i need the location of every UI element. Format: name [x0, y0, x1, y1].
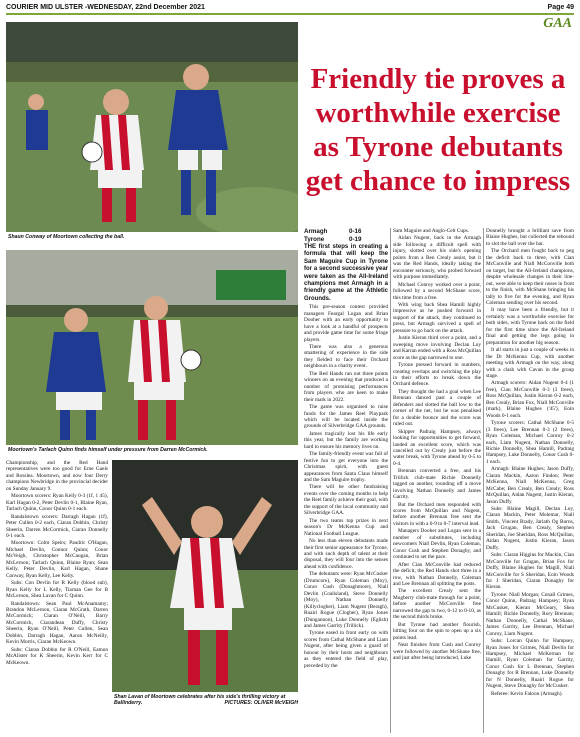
- article-paragraph: No less than eleven debutants made their first senior appearance for Tyrone, and with such depth of talent at their disposal, they will four into the senses ahead with confidence.: [304, 538, 388, 570]
- photo-conway: [6, 22, 298, 232]
- header-rule: [6, 13, 574, 15]
- article-paragraph: But the Orchard men responded with scores from McQuillan and Nugent, before another Brennan free sent the visitors in with a 0-9 to 0-7 interval lead.: [393, 501, 481, 527]
- photo-caption-3-text: Shan Lavan of Moortown celebrates after his side's thrilling victory at Ballinderry.: [114, 694, 286, 707]
- article-paragraph: Tyrone: Niall Morgan; Conall Grimes, Conor Quinn, Padraig Hampsey; Ryan McCusker, Kieran McGeary, Shea Hamill; Richie Donnelly, Rory Brennan; Nathan Donnelly, Cathal McShane, James Garrity, Lee Brennan, Michael Conroy, Liam Nugent.: [486, 591, 574, 637]
- article-paragraph: The Orchard men fought back to peg the deficit back to three, with Cian McConville and Niall McConville both on target, but the All-Ireland champions, despite wholesale changes in their line-out, were able to keep their noses in front to the finish, with McShane bringing his tally to five for the evening, and Ryan Coleman sending over his second.: [486, 248, 574, 306]
- article-paragraph: But Tyrone had another flourish, hitting four on the spin to open up a six points lead.: [393, 621, 481, 641]
- article-paragraph: Subs: Lorcan Quinn for Hampsey, Ryan Jones for Grimes, Niall Devlin for Hampsey, Michael McKernan for Hamill, Ryan Coleman for Garrity, Conor Cush for L Brennan, Stephen Donaghy for R Brennan, Luke Donnelly for N Donnelly, Ruairi Rogue for Nugent, Steve Donaghy for McCusker.: [486, 638, 574, 690]
- photo-lavan: [112, 460, 298, 692]
- article-paragraph: Brennan converted a free, and his Trillick club-mate Richie Donnelly tagged on another, rounding off a move involving Nathan Donnelly and James Garrity.: [393, 468, 481, 501]
- article-column-right-1: [393, 228, 481, 733]
- column-divider: [390, 228, 391, 733]
- headline: Friendly tie proves a worthwhile exercise as Tyrone debutants get chance to impress: [305, 63, 571, 197]
- article-paragraph: Championship, and the Red Hand representatives were too good for Erne Gaels and Rosslea. Moortown, and now four Derry champions Newbridge in the provincial decider on Sunday January 9.: [6, 460, 108, 492]
- column-divider: [483, 228, 484, 733]
- photo-caption-2: Moortown's Tarlach Quinn finds himself under pressure from Darren McCormick.: [8, 447, 208, 453]
- page-number: Page 49: [547, 4, 574, 11]
- article-paragraph: Moortown: Colm Speirs; Paudric O'Hagan, Michael Devlin, Connor Quinn; Conor McVeigh, Christopher McCaugan, Brian McLernon; Tarlach Quinn, Blaine Ryan; Sean Kelly, Peter Devlin, Karl Hagan, Shane Conway, Ryan Kelly, Lee Kelly.: [6, 540, 108, 579]
- article-paragraph: The debutants were: Ryan McCusker (Drumcore), Ryan Coleman (Moy), Conor Cush (Donaghmore), Niall Devlin (Coalisland), Steve Donnelly (Moy), Nathan Donnelly (Killyclogher), Liam Nugent (Beragh), Ruairi Rogue (Clogher), Ryan Jones (Dungannon), Luke Donnelly (Eglish) and James Garrity (Trillick).: [304, 571, 388, 629]
- article-paragraph: The two teams top prizes in next season's Dr McKenna Cup and National Football League.: [304, 517, 388, 537]
- article-paragraph: Neat finishes from Cush and Conroy were followed by another McShane free, and just after being introduced, Luke: [393, 642, 481, 661]
- article-paragraph: Randalstown: Sean Paul McAnamamy; Brandon McLernon, Ciaran McGrath, Darren McCormick; Ciaran O'Neill, Barry McCormick, Ciarandean Duffy, Christy Sheerin, Ryan O'Neill, Peter Cullen, Sean Dobbin, Darragh Hagan, Aaron McNeilly, Kevin Morris, Ciaran McKeown.: [6, 600, 108, 646]
- photo-quinn: [6, 250, 298, 445]
- article-paragraph: Referee: Kevin Faloon (Armagh).: [491, 690, 563, 697]
- article-paragraph: Randalstown scorers: Darragh Hagan (1f), Peter Cullen 0-2 each, Ciaran Dobbin, Christy Sheerin, Darren McCormick, Ciaran Donnelly 0-1 each.: [6, 513, 108, 539]
- article-paragraph: Subs: Ciaran Dobbin for R O'Neill, Eamon McAlister for K Sheerin, Kevin Kerr for C McKeown.: [6, 646, 108, 666]
- article-paragraph: Justin Kieran third over a point, and a sweeping move involving Declan Loy and Karran ended with a Ross McQuillan score as the gap narrowed to one.: [393, 335, 481, 361]
- article-paragraph: James tragically lost his life early this year, but the family are working hard to ensure his memory lives on.: [304, 430, 388, 450]
- article-paragraph: Subs: Ciaran Higgins for Mackin, Cian McConville for Grugan, Brian Fox for Duffy, Blaine Hughes for Magill, Niall McConville for S Sheridan, Eoin Woods for J Sheridan, Ciaran Donaghy for Kieran.: [486, 552, 574, 591]
- article-paragraph: After Cian McConville had reduced the deficit, the Red Hands shot three in a row, with Nathan Donnelly, Coleman and Lee Brennan all splitting the posts.: [393, 561, 481, 588]
- article-paragraph: It all starts in just a couple of weeks in the Dr McKenna Cup, with another meeting with Armagh on the way, along with a clash with Cavan in the group stage.: [486, 347, 574, 379]
- article-paragraph: The game was organised to raise funds for the James Reel Playpark which will be located inside the grounds of Silverbridge GAA grounds.: [304, 404, 388, 430]
- article-paragraph: Donnelly brought a brilliant save from Blaine Hughes, but collected the rebound to slot the ball over the bar.: [486, 228, 574, 247]
- article-column-left: [6, 460, 108, 732]
- article-column-mid: [304, 228, 388, 733]
- article-paragraph: Tyrone eased in front early on with scores from Cathal McShane and Liam Nugent, after being given a guard of honour by their hosts and neighbours as they entered the field of play, preceded by the: [304, 630, 388, 669]
- article-paragraph: Subs: Blaine Magill, Declan Loy, Ciaran Mackin, Peter Molemar, Niall Smith, Vincent Brady, Jarlath Og Burns, Jack Grugan, Ben Crealy, Stephen Sheridan, Joe Sheridan, Ross McQuillan, Aidan Nugent, Justin Kieran, Jason Duffy.: [486, 506, 574, 551]
- article-paragraph: The excellent Crealy sent the Mugberry club-mate through for a point, before another McConville free narrowed the gap to two, 0-12 to 0-10, as the second thirds broke.: [393, 588, 481, 621]
- photo-caption-3: [114, 694, 298, 706]
- article-paragraph: With wing back Shea Hamill highly impressive as he pushed forward in support of the attack, they continued to press, but Armagh survived a spell of pressure to go back on the attack.: [393, 301, 481, 334]
- scoreline: [304, 228, 388, 244]
- article-paragraph: Armagh: Blaine Hughes; Jason Duffy, Ciaran Mackin, Aaron Findon; Peter McKenna, Niall McKenna, Greg McCabe; Ben Crealy, Ben Crealy; Ross McQuillan, Aidan Nugent, Justin Kieran, Jason Duffy.: [486, 466, 574, 505]
- article-paragraph: Skipper Padraig Hampsey, always looking for opportunities to get forward, landed an excellent score, which was cancelled out by Crealy just before the water break, with Tyrone ahead by 0-5 to 0-4.: [393, 428, 481, 467]
- article-paragraph: The family-friendly event was full of festive fun to get everyone into the Christmas spirit, with guest appearances from Santa Claus himself and the Sam Maguire trophy.: [304, 451, 388, 484]
- article-paragraph: Tyrone scorers: Cathal McShane 0-5 (3 frees), Lee Brennan 0-3 (2 frees), Ryan Coleman, Michael Conroy 0-2 each, Liam Nugent, Nathan Donnelly, Richie Donnelly, Shea Hamill, Padraig Hampsey, Luke Donnelly, Conor Cush 0-1 each.: [486, 420, 574, 465]
- scoreline-row-2: Tyrone 0-19: [304, 236, 362, 243]
- photo-caption-1: Shaun Conway of Moortown collecting the ball.: [8, 234, 125, 240]
- article-paragraph: There will be other fundraising events over the coming months to help the Reel family achieve their goal, with the support of the local community and Silverbridge GAA.: [304, 484, 388, 517]
- article-paragraph: Aidan Nugent, back in the Armagh side following a difficult spell with injury, slotted over his side's opening points from a Ben Crealy assist, but it was the Red Hands, ideally taking the encounter seriously, who probed forward with purpose immediately.: [393, 235, 481, 281]
- article-paragraph: Moortown scorers: Ryan Kelly 0-3 (1f, 1 45), Karl Hagan 0-2, Peter Devlin 0-1, Blaine Ryan, Tarlach Quinn, Conor Quinn 0-1 each.: [6, 493, 108, 513]
- lead-paragraph: THE first steps in creating a formula that will keep the Sam Maguire Cup in Tyrone for a second successive year were taken as the All-Ireland champions met Armagh in a friendly game at the Athletic Grounds.: [304, 244, 388, 302]
- article-paragraph: Tyrone pressed forward in numbers, creating overlaps and switching the play in their efforts to break down the Orchard defence.: [393, 362, 481, 388]
- scoreline-row-1: Armagh 0-16: [304, 228, 362, 235]
- article-paragraph: Armagh scorers: Aidan Nugent 0-4 (1 free), Cian McConville 0-3 (3 frees), Ross McQuillan, Justin Kieran 0-2 each, Ben Crealy, Brian Fox, Niall McConville (mark), Blaine Hughes ('45'), Eoin Woods 0-1 each.: [486, 380, 574, 419]
- article-paragraph: They thought the had a goal when Lee Brennan danced past a couple of defenders and slotted the ball low to the corner of the net, but he was penalised for a double bounce and the score was ruled out.: [393, 388, 481, 428]
- article-paragraph: It may have been a friendly, but it certainly was a worthwhile exercise for both sides, with Tyrone back on the field for the first time since the All-Ireland final and getting the legs going in preparation for another big season.: [486, 307, 574, 346]
- article-paragraph: Michael Conroy worked over a point, followed by a second McShane score, this time from a free.: [393, 281, 481, 301]
- article-paragraph: The Red Hands ran out three points winners on an evening that produced a number of promising performances from players who are keen to make their mark in 2022.: [304, 370, 388, 403]
- article-paragraph: There was also a generous smattering of experience in the side they fielded to face their Orchard neighbours in a charity event.: [304, 343, 388, 370]
- photo-credit: PICTURES: OLIVER McVEIGH: [224, 700, 298, 707]
- article-paragraph: Subs: Con Devlin for R Kelly (blood sub), Ryan Kelly for L Kelly, Tiarnan Gee for B McLernon, Shea Lavan for C Quinn.: [6, 580, 108, 600]
- article-column-right-2: [486, 228, 574, 733]
- article-paragraph: Managers Dooher and Logan sent in a number of substitutes, including newcomers Niall Devlin, Ryan Coleman, Conor Cush and Stephen Donaghy, and continued to set the pace.: [393, 528, 481, 561]
- paper-title: COURIER MID ULSTER -WEDNESDAY, 22nd December 2021: [6, 4, 205, 11]
- section-label: GAA: [543, 16, 572, 31]
- article-paragraph: Sam Maguire and Anglo-Celt Cups.: [393, 228, 470, 234]
- article-paragraph: This pre-season contest provided managers Feargal Logan and Brian Dooher with an early opportunity to have a look at a handful of prospects and provide game time for some fringe players.: [304, 304, 388, 343]
